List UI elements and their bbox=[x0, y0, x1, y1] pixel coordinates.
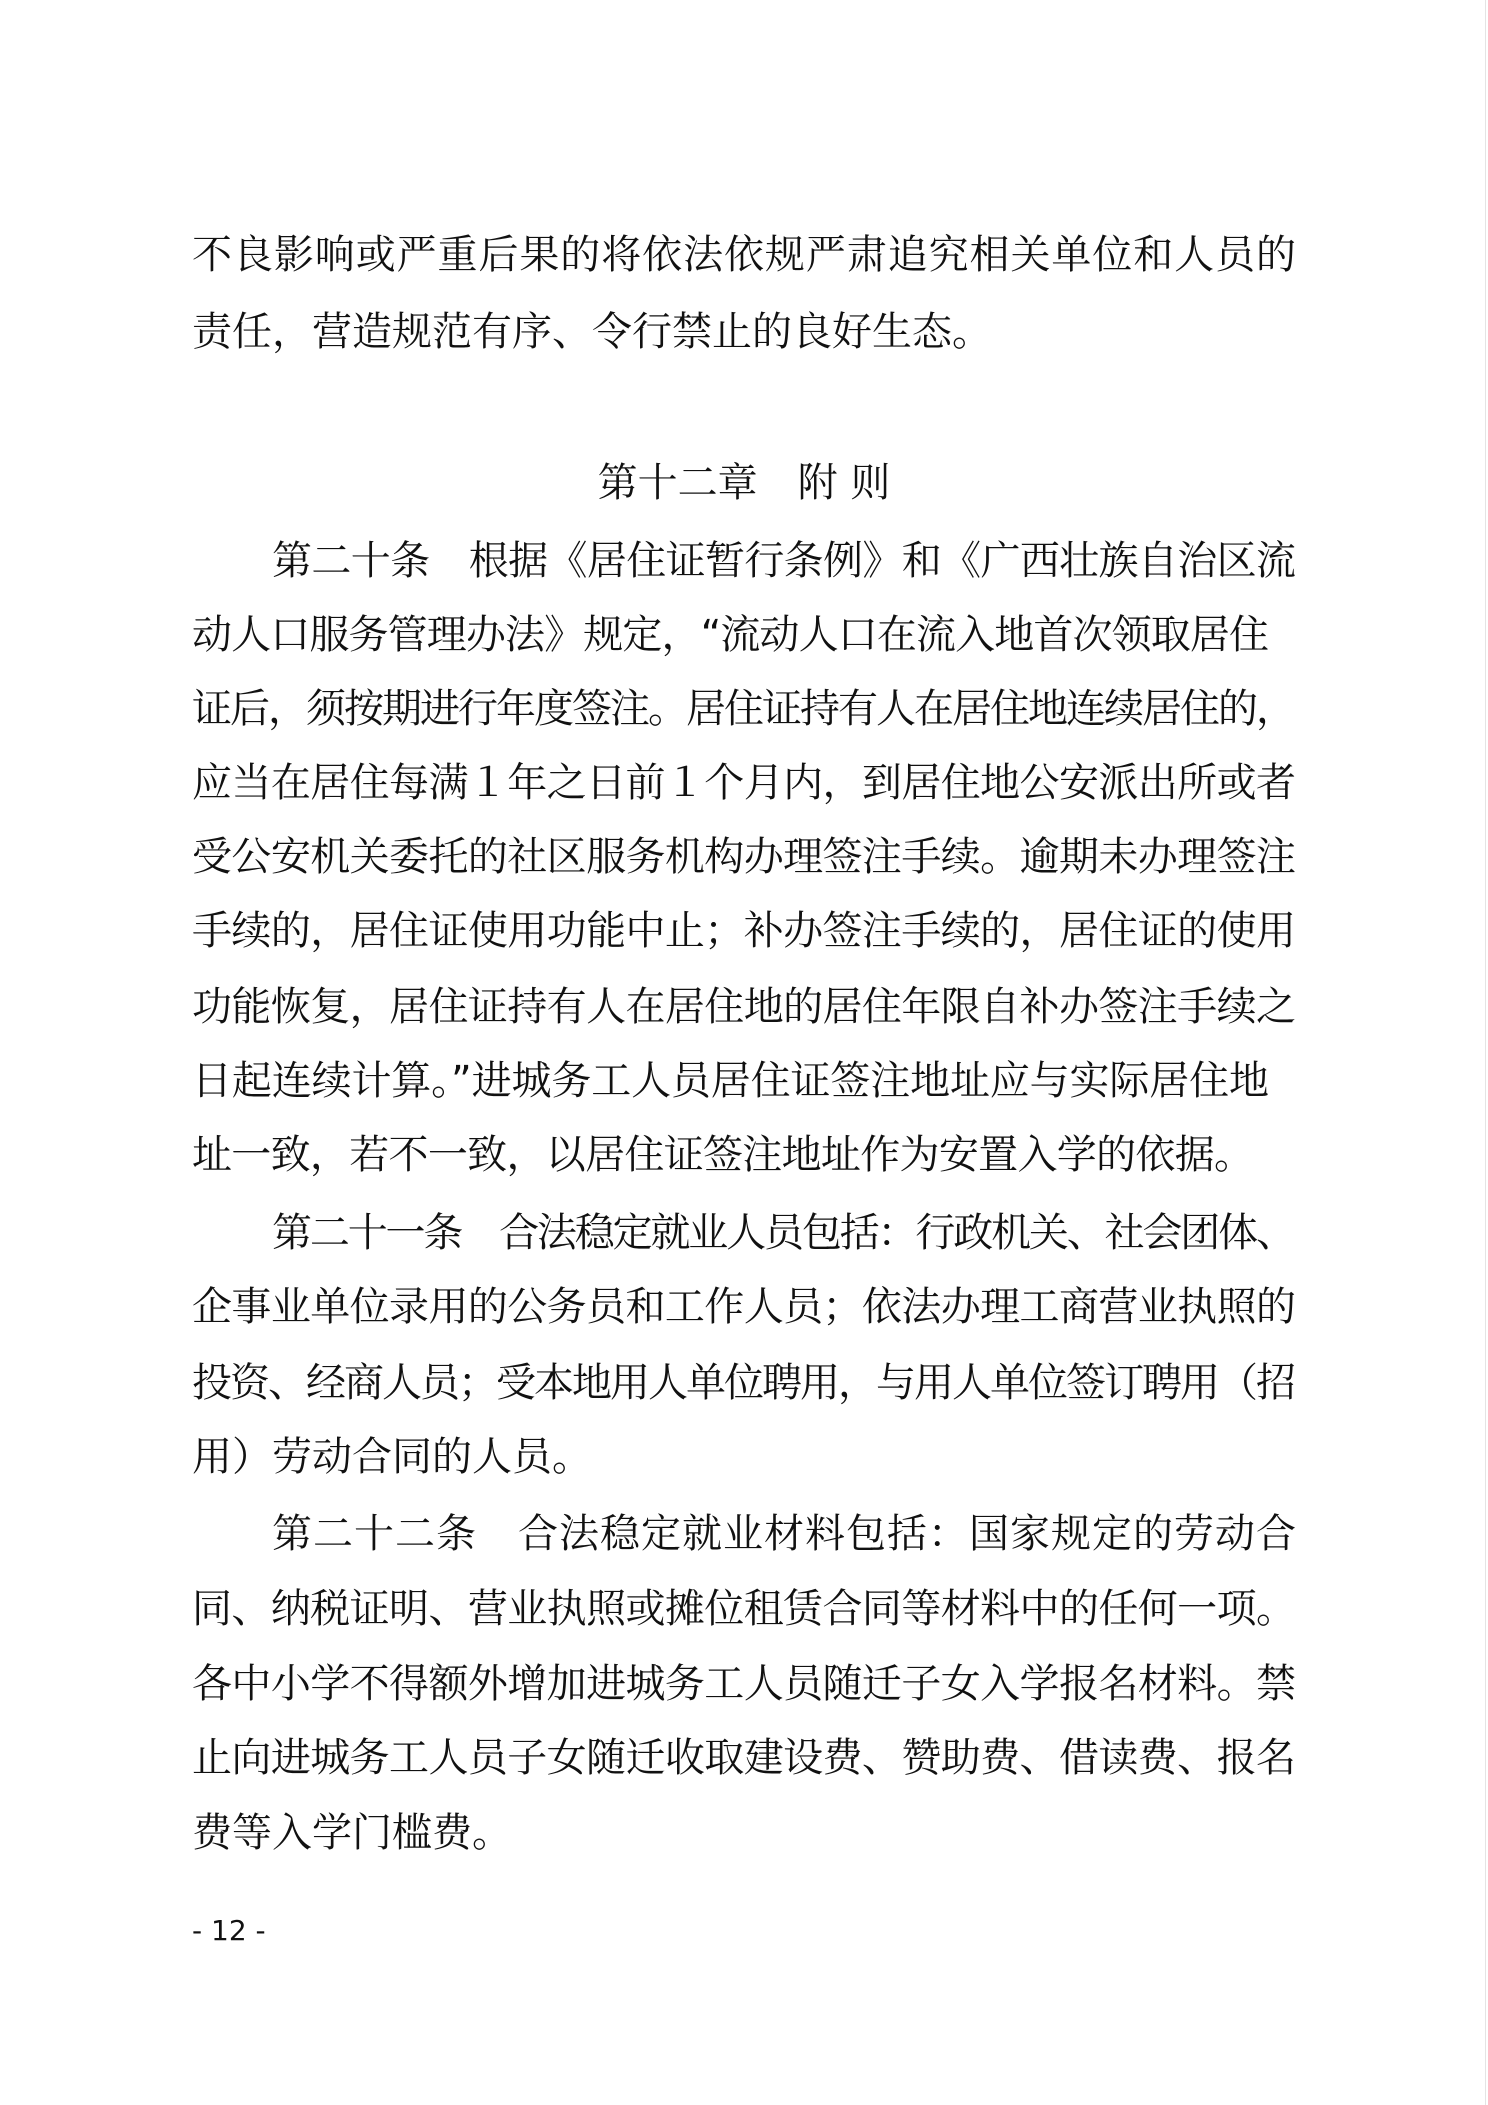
chapter-title: 第十二章 附 则 bbox=[597, 460, 891, 506]
page-number: - 12 - bbox=[192, 1914, 266, 1947]
text-line: 应当在居住每满１年之日前１个月内，到居住地公安派出所或者 bbox=[192, 760, 1296, 806]
text-line: 动人口服务管理办法》规定，“流动人口在流入地首次领取居住 bbox=[192, 612, 1269, 658]
page-edge-line bbox=[1485, 0, 1486, 2105]
text-line: 证后，须按期进行年度签注。居住证持有人在居住地连续居住的， bbox=[192, 686, 1294, 732]
text-line: 功能恢复，居住证持有人在居住地的居住年限自补办签注手续之 bbox=[192, 984, 1296, 1030]
text-line: 止向进城务工人员子女随迁收取建设费、赞助费、借读费、报名 bbox=[192, 1735, 1296, 1781]
text-line: 不良影响或严重后果的将依法依规严肃追究相关单位和人员的 bbox=[192, 232, 1297, 278]
text-line: 各中小学不得额外增加进城务工人员随迁子女入学报名材料。禁 bbox=[192, 1661, 1296, 1707]
text-line: 受公安机关委托的社区服务机构办理签注手续。逾期未办理签注 bbox=[192, 834, 1296, 880]
text-line: 投资、经商人员；受本地用人单位聘用，与用人单位签订聘用（招 bbox=[192, 1360, 1294, 1406]
text-line: 责任，营造规范有序、令行禁止的良好生态。 bbox=[192, 309, 992, 355]
text-line: 第二十条 根据《居住证暂行条例》和《广西壮族自治区流 bbox=[272, 538, 1296, 584]
text-line: 第二十一条 合法稳定就业人员包括：行政机关、社会团体、 bbox=[272, 1210, 1294, 1256]
text-line: 企事业单位录用的公务员和工作人员；依法办理工商营业执照的 bbox=[192, 1284, 1296, 1330]
text-line: 手续的，居住证使用功能中止；补办签注手续的，居住证的使用 bbox=[192, 908, 1296, 954]
text-line: 日起连续计算。”进城务工人员居住证签注地址应与实际居住地 bbox=[192, 1058, 1269, 1104]
text-line: 址一致，若不一致，以居住证签注地址作为安置入学的依据。 bbox=[192, 1132, 1254, 1178]
text-line: 第二十二条 合法稳定就业材料包括：国家规定的劳动合 bbox=[272, 1511, 1297, 1557]
text-line: 同、纳税证明、营业执照或摊位租赁合同等材料中的任何一项。 bbox=[192, 1586, 1296, 1632]
text-line: 用）劳动合同的人员。 bbox=[192, 1434, 592, 1480]
text-line: 费等入学门槛费。 bbox=[192, 1810, 512, 1856]
